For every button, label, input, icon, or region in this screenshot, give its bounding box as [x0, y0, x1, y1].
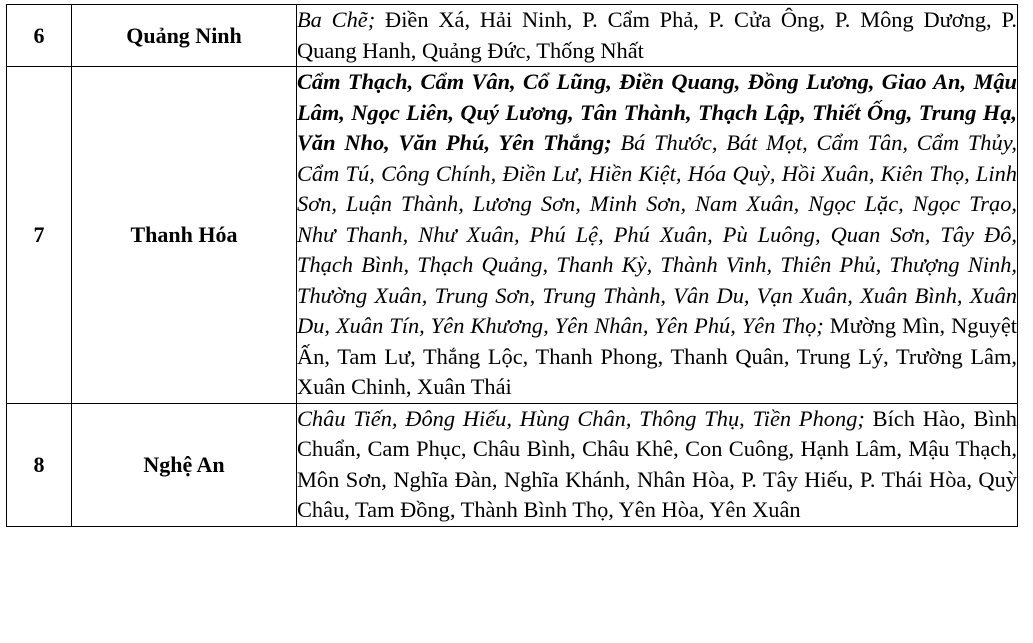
commune-list — [297, 5, 1018, 67]
province-name: Nghệ An — [72, 403, 297, 526]
table-row — [7, 5, 1018, 67]
commune-list-italic: Châu Tiến, Đông Hiếu, Hùng Chân, Thông Thụ, Tiền Phong; — [297, 405, 865, 431]
commune-list — [297, 403, 1018, 526]
row-number: 6 — [7, 5, 72, 67]
row-number: 8 — [7, 403, 72, 526]
row-number: 7 — [7, 67, 72, 404]
commune-list-bold-italic: Cẩm Thạch, Cẩm Vân, Cổ Lũng, Điền Quang, Đồng Lương, Giao An, Mậu Lâm, Ngọc Liên, Quý Lương, Tân Thành, Thạch Lập, Thiết Ống, Trung Hạ, Văn Nho, Văn Phú, Yên Thắng; — [297, 69, 1017, 155]
table-row — [7, 67, 1018, 404]
commune-list-regular: Điền Xá, Hải Ninh, P. Cẩm Phả, P. Cửa Ông, P. Mông Dương, P. Quang Hanh, Quảng Đức, Thống Nhất — [297, 7, 1018, 63]
commune-list-italic: Bá Thước, Bát Mọt, Cẩm Tân, Cẩm Thủy, Cẩm Tú, Công Chính, Điền Lư, Hiền Kiệt, Hóa Quỳ, Hồi Xuân, Kiên Thọ, Linh Sơn, Luận Thành, Lương Sơn, Minh Sơn, Nam Xuân, Ngọc Lặc, Ngọc Trạo, Như Thanh, Như Xuân, Phú Lệ, Phú Xuân, Pù Luông, Quan Sơn, Tây Đô, Thạch Bình, Thạch Quảng, Thanh Kỳ, Thành Vinh, Thiên Phủ, Thượng Ninh, Thường Xuân, Trung Sơn, Trung Thành, Vân Du, Vạn Xuân, Xuân Bình, Xuân Du, Xuân Tín, Yên Khương, Yên Nhân, Yên Phú, Yên Thọ; — [297, 130, 1017, 338]
commune-list-regular: Mường Mìn, Nguyệt Ấn, Tam Lư, Thắng Lộc, Thanh Phong, Thanh Quân, Trung Lý, Trường Lâm, Xuân Chinh, Xuân Thái — [297, 313, 1017, 399]
commune-list-italic: Ba Chẽ; — [297, 7, 376, 32]
province-name: Thanh Hóa — [72, 67, 297, 404]
table-row — [7, 403, 1018, 526]
commune-list — [297, 67, 1018, 404]
commune-list-regular: Bích Hào, Bình Chuẩn, Cam Phục, Châu Bình, Châu Khê, Con Cuông, Hạnh Lâm, Mậu Thạch, Môn Sơn, Nghĩa Đàn, Nghĩa Khánh, Nhân Hòa, P. Tây Hiếu, P. Thái Hòa, Quỳ Châu, Tam Đồng, Thành Bình Thọ, Yên Hòa, Yên Xuân — [297, 405, 1017, 522]
province-table — [6, 4, 1018, 527]
province-name: Quảng Ninh — [72, 5, 297, 67]
